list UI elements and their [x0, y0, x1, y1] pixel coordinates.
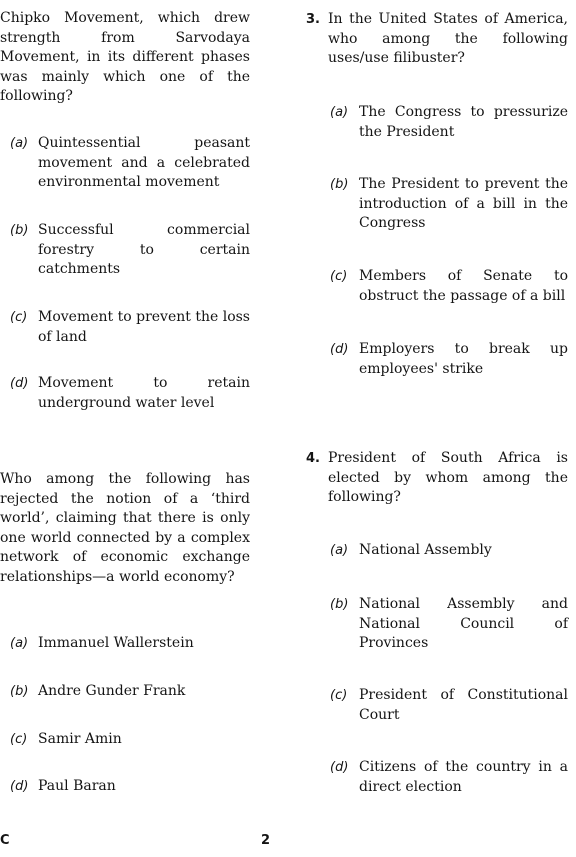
option-b	[0, 682, 250, 702]
question-4	[306, 449, 568, 508]
option-text: National Assembly	[359, 542, 492, 558]
option-d	[0, 777, 250, 797]
option-text: Immanuel Wallerstein	[38, 635, 194, 651]
option-label: (a)	[10, 636, 29, 651]
option-text: The Congress to pressurize the President	[359, 104, 568, 140]
option-text: Employers to break up employees' strike	[359, 341, 568, 377]
option-text: Members of Senate to obstruct the passage of a bill	[359, 268, 568, 304]
option-text: President of Constitutional Court	[359, 687, 568, 723]
option-label: (d)	[330, 760, 349, 775]
option-label: (d)	[10, 779, 29, 794]
page-number: 2	[261, 833, 271, 848]
option-c	[306, 267, 568, 306]
option-label: (d)	[330, 342, 349, 357]
option-b	[306, 595, 568, 654]
option-text: Movement to retain underground water level	[38, 375, 250, 411]
option-label: (b)	[10, 684, 29, 699]
question-number: 4.	[306, 451, 320, 466]
option-text: Samir Amin	[38, 731, 122, 747]
option-c	[0, 730, 250, 750]
option-text: Citizens of the country in a direct election	[359, 759, 568, 795]
question-stem: Who among the following has rejected the notion of a ‘third world’, claiming that there is only one world connected by a complex network of economic exchange relationships—a world economy?	[0, 471, 250, 585]
option-text: National Assembly and National Council of Provinces	[359, 596, 568, 651]
option-text: Quintessential peasant movement and a celebrated environmental movement	[38, 135, 250, 190]
question-chipko	[0, 9, 250, 107]
option-b	[0, 221, 250, 280]
option-label: (a)	[10, 136, 29, 151]
question-third-world	[0, 470, 250, 587]
option-label: (c)	[330, 688, 348, 703]
question-stem: In the United States of America, who among the following uses/use filibuster?	[328, 11, 568, 66]
option-d	[306, 340, 568, 379]
option-c	[0, 308, 250, 347]
option-d	[306, 758, 568, 797]
question-stem: Chipko Movement, which drew strength from Sarvodaya Movement, in its different phases was mainly which one of the following?	[0, 10, 250, 104]
option-text: Paul Baran	[38, 778, 116, 794]
option-a	[0, 634, 250, 654]
option-label: (d)	[10, 376, 29, 391]
option-text: The President to prevent the introduction of a bill in the Congress	[359, 176, 568, 231]
option-text: Successful commercial forestry to certain catchments	[38, 222, 250, 277]
option-b	[306, 175, 568, 234]
option-c	[306, 686, 568, 725]
option-label: (c)	[330, 269, 348, 284]
option-a	[0, 134, 250, 193]
option-label: (b)	[330, 177, 349, 192]
option-label: (c)	[10, 310, 28, 325]
option-label: (b)	[330, 597, 349, 612]
option-label: (b)	[10, 223, 29, 238]
option-a	[306, 541, 568, 561]
question-number: 3.	[306, 12, 320, 27]
footer-series-mark: C	[0, 833, 10, 848]
option-label: (a)	[330, 543, 349, 558]
option-d	[0, 374, 250, 413]
question-3	[306, 10, 568, 69]
option-a	[306, 103, 568, 142]
question-stem: President of South Africa is elected by whom among the following?	[328, 450, 568, 505]
option-label: (a)	[330, 105, 349, 120]
option-label: (c)	[10, 732, 28, 747]
option-text: Andre Gunder Frank	[38, 683, 186, 699]
option-text: Movement to prevent the loss of land	[38, 309, 250, 345]
